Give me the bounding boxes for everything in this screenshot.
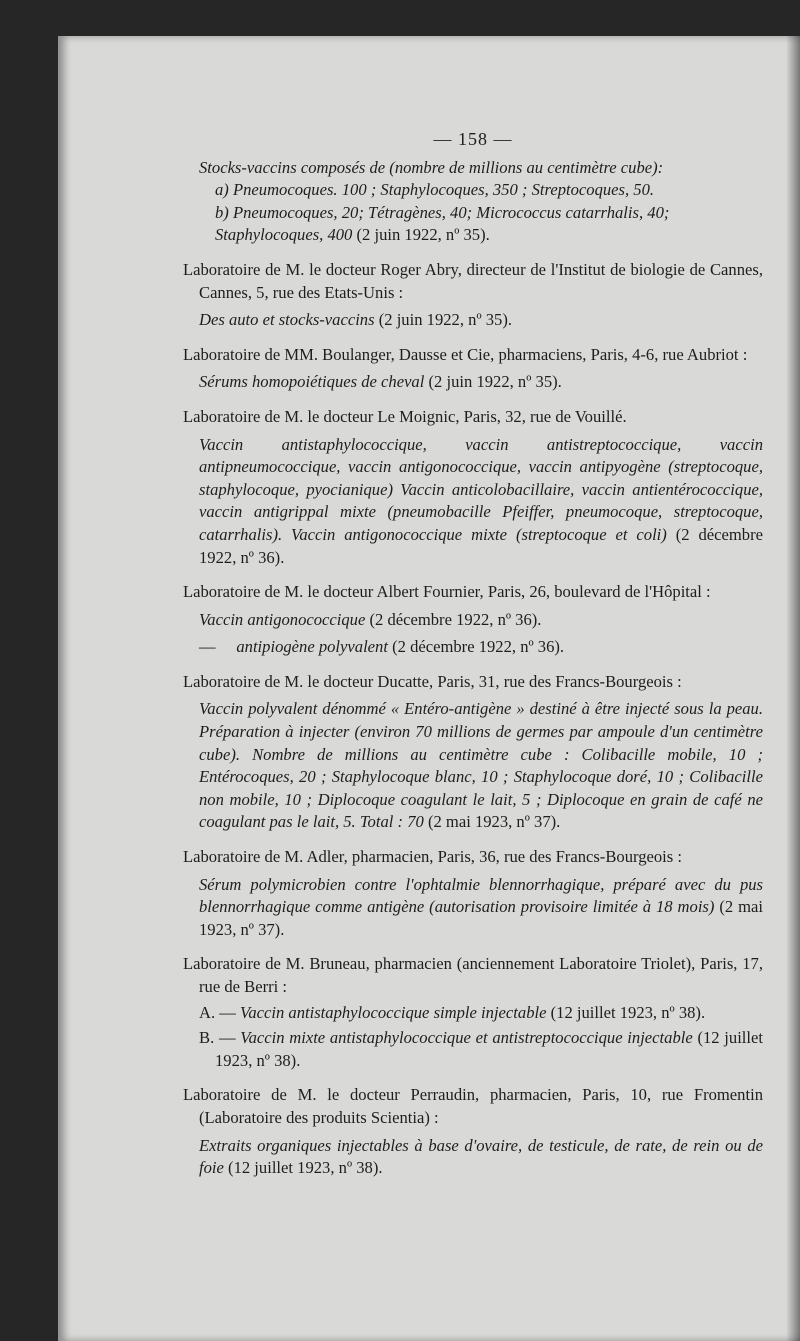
intro-line-c: Staphylocoques, 400 (2 juin 1922, nº 35).: [215, 225, 490, 245]
intro-heading: Stocks-vaccins composés de (nombre de millions au centimètre cube):: [199, 157, 664, 177]
lab-heading: Laboratoire de M. le docteur Roger Abry, directeur de l'Institut de biologie de Cannes, Cannes, 5, rue des Etats-Unis :: [183, 259, 763, 302]
entry-item-a: A. — Vaccin antistaphylococcique simple injectable (12 juillet 1923, nº 38).: [199, 1002, 706, 1022]
lab-heading: Laboratoire de MM. Boulanger, Dausse et Cie, pharmaciens, Paris, 4-6, rue Aubriot :: [183, 344, 748, 364]
entry-detail: Vaccin antigonococcique (2 décembre 1922, nº 36).: [199, 609, 542, 629]
lab-heading: Laboratoire de M. le docteur Albert Fournier, Paris, 26, boulevard de l'Hôpital :: [183, 582, 711, 602]
page-content: [183, 128, 763, 1180]
entry-detail: Sérum polymicrobien contre l'ophtalmie blennorrhagique, préparé avec du pus blennorrhagique comme antigène (autorisation provisoire limitée à 18 mois) (2 mai 1923, nº 37).: [199, 874, 763, 939]
page-edge-shadow: [786, 36, 800, 1341]
entry-perraudin: [183, 1084, 763, 1179]
entry-le-moignic: [183, 406, 763, 569]
entry-fournier: [183, 581, 763, 659]
lab-heading: Laboratoire de M. le docteur Ducatte, Paris, 31, rue des Francs-Bourgeois :: [183, 671, 682, 691]
page-number: — 158 —: [433, 129, 513, 149]
entry-item-b: B. — Vaccin mixte antistaphylococcique et antistreptococcique injectable (12 juillet 1923, nº 38).: [199, 1028, 763, 1070]
lab-heading: Laboratoire de M. Bruneau, pharmacien (anciennement Laboratoire Triolet), Paris, 17, rue de Berri :: [183, 954, 763, 996]
intro-line-a: a) Pneumocoques. 100 ; Staphylocoques, 350 ; Streptocoques, 50.: [215, 180, 655, 200]
intro-line-b: b) Pneumocoques, 20; Tétragènes, 40; Micrococcus catarrhalis, 40;: [215, 202, 670, 222]
book-page: [58, 36, 800, 1341]
entry-adler: [183, 846, 763, 941]
entry-bruneau: [183, 953, 763, 1072]
entry-ducatte: [183, 671, 763, 834]
entry-detail: Vaccin polyvalent dénommé « Entéro-antigène » destiné à être injecté sous la peau. Préparation à injecter (environ 70 millions de germes par ampoule d'un centimètre cube). Nombre de millions au centimètre cube : Colibacille mobile, 10 ; Entérocoques, 20 ; Staphylocoque blanc, 10 ; Staphylocoque doré, 10 ; Colibacille non mobile, 10 ; Diplocoque coagulant le lait, 5 ; Diplocoque en grain de café ne coagulant pas le lait, 5. Total : 70 (2 mai 1923, nº 37).: [199, 699, 763, 832]
entry-detail: Extraits organiques injectables à base d'ovaire, de testicule, de rate, de rein ou de foie (12 juillet 1923, nº 38).: [199, 1135, 763, 1178]
entry-abry: [183, 259, 763, 332]
entry-detail-2: — antipiogène polyvalent (2 décembre 1922, nº 36).: [199, 637, 565, 657]
lab-heading: Laboratoire de M. Adler, pharmacien, Paris, 36, rue des Francs-Bourgeois :: [183, 847, 683, 867]
entry-detail: Vaccin antistaphylococcique, vaccin antistreptococcique, vaccin antipneumococcique, vaccin antigonococcique, vaccin antipyogène (streptocoque, staphylocoque, pyocianique) Vaccin anticolobacillaire, vaccin antientérococcique, vaccin antigrippal mixte (pneumobacille Pfeiffer, pneumocoque, streptocoque, catarrhalis). Vaccin antigonococcique mixte (streptocoque et coli) (2 décembre 1922, nº 36).: [199, 434, 763, 567]
entry-detail: Des auto et stocks-vaccins (2 juin 1922, nº 35).: [199, 310, 513, 330]
lab-heading: Laboratoire de M. le docteur Le Moignic, Paris, 32, rue de Vouillé.: [183, 406, 627, 426]
entry-detail: Sérums homopoiétiques de cheval (2 juin 1922, nº 35).: [199, 372, 562, 392]
lab-heading: Laboratoire de M. le docteur Perraudin, pharmacien, Paris, 10, rue Fromentin (Laboratoire des produits Scientia) :: [183, 1085, 763, 1127]
entry-boulanger: [183, 344, 763, 394]
intro-block: [183, 157, 763, 247]
